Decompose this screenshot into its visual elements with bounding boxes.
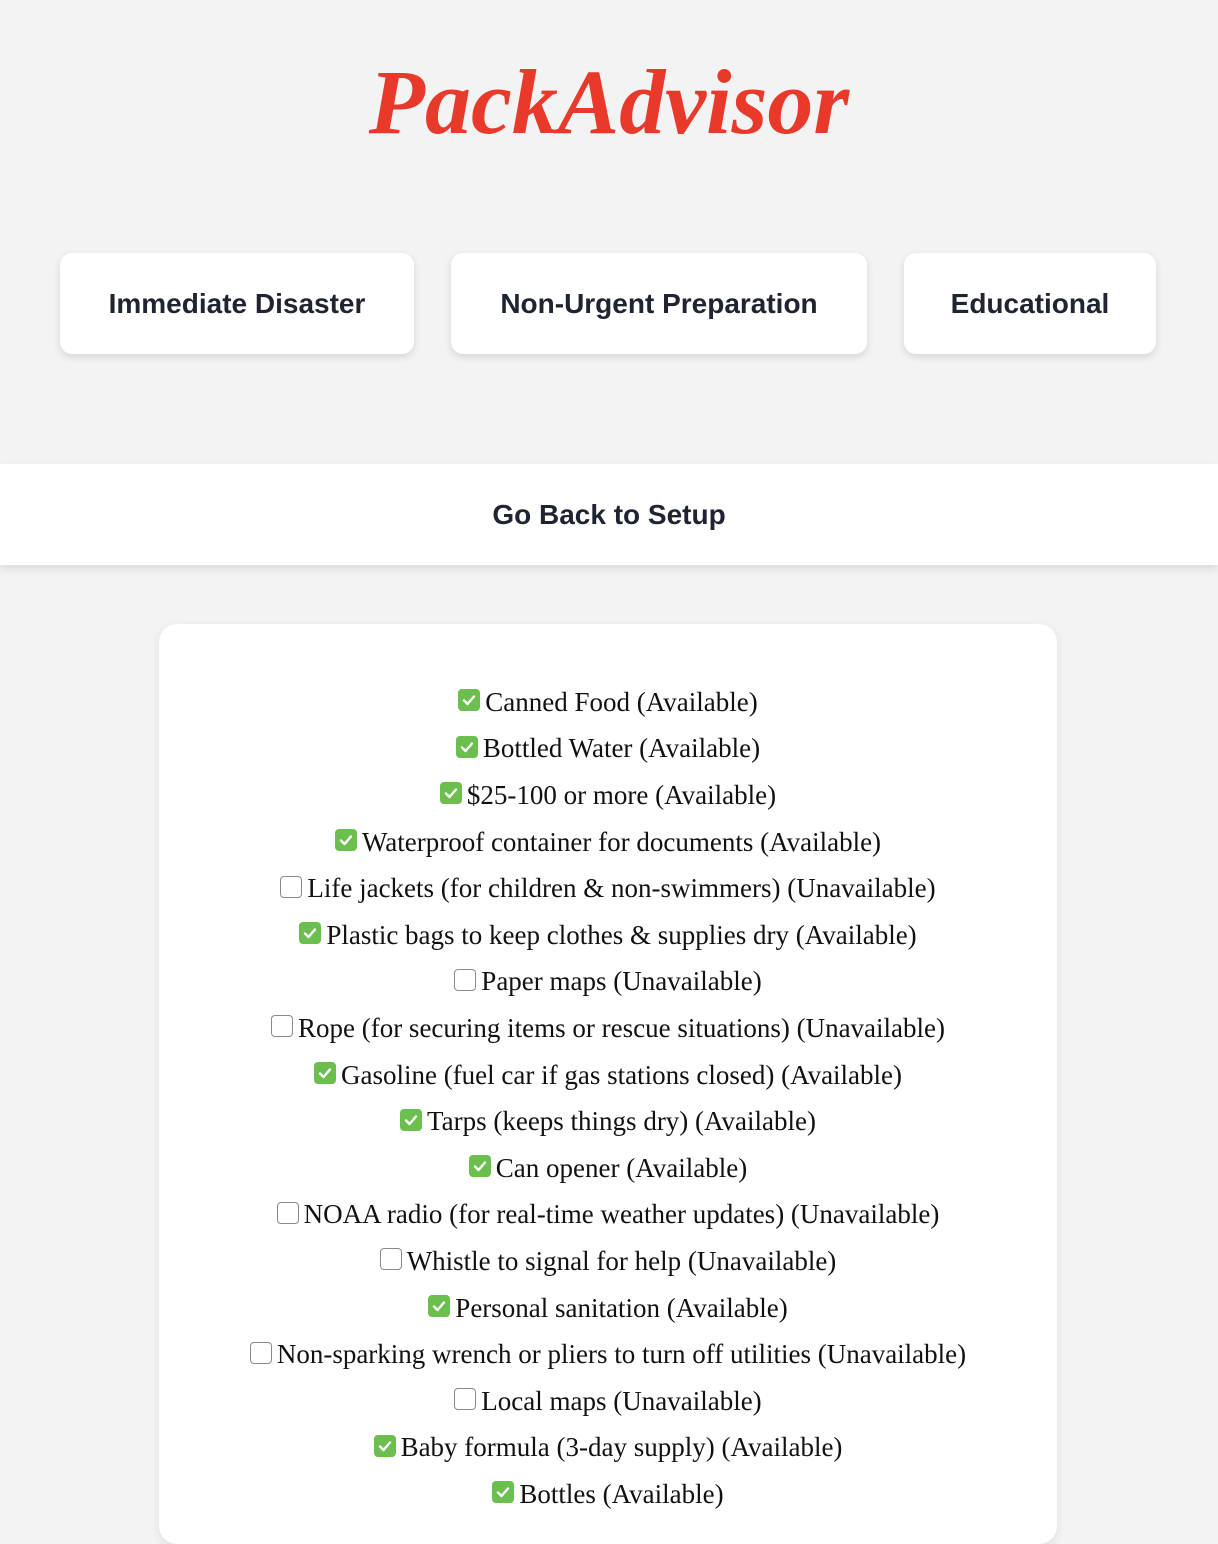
checklist-item-label: Bottles (Available) bbox=[519, 1478, 724, 1509]
checklist-item bbox=[159, 865, 1057, 912]
checklist-item-label: Waterproof container for documents (Available) bbox=[361, 826, 882, 857]
checklist-item bbox=[159, 1285, 1057, 1332]
checklist-item bbox=[159, 1471, 1057, 1518]
checklist-item bbox=[159, 1145, 1057, 1192]
checklist-item bbox=[159, 1098, 1057, 1145]
checklist-card bbox=[159, 624, 1057, 1544]
checked-checkbox[interactable] bbox=[469, 1155, 491, 1177]
unchecked-checkbox[interactable] bbox=[280, 876, 302, 898]
checklist-item-label: Whistle to signal for help (Unavailable) bbox=[406, 1245, 837, 1276]
checklist-item-label: Non-sparking wrench or pliers to turn off utilities (Unavailable) bbox=[276, 1339, 967, 1370]
checked-checkbox[interactable] bbox=[314, 1062, 336, 1084]
checklist bbox=[159, 679, 1057, 1518]
checklist-item bbox=[159, 1005, 1057, 1052]
checked-checkbox[interactable] bbox=[428, 1295, 450, 1317]
app-logo: PackAdvisor bbox=[368, 51, 850, 153]
checkmark-icon bbox=[472, 1158, 488, 1174]
checklist-item-label: Personal sanitation (Available) bbox=[455, 1292, 788, 1323]
checkmark-icon bbox=[302, 925, 318, 941]
checklist-item bbox=[159, 1192, 1057, 1239]
checklist-item bbox=[159, 726, 1057, 773]
checkmark-icon bbox=[377, 1438, 393, 1454]
checklist-item bbox=[159, 1052, 1057, 1099]
checklist-item-label: $25-100 or more (Available) bbox=[466, 779, 777, 810]
checked-checkbox[interactable] bbox=[458, 689, 480, 711]
checklist-item bbox=[159, 959, 1057, 1006]
checklist-item bbox=[159, 1425, 1057, 1472]
checked-checkbox[interactable] bbox=[400, 1109, 422, 1131]
go-back-to-setup-button[interactable]: Go Back to Setup bbox=[0, 464, 1218, 565]
checklist-item-label: Gasoline (fuel car if gas stations closed) (Available) bbox=[340, 1059, 903, 1090]
checkmark-icon bbox=[459, 739, 475, 755]
checklist-item-label: Life jackets (for children & non-swimmers) (Unavailable) bbox=[307, 873, 936, 904]
checklist-item-label: NOAA radio (for real-time weather updates) (Unavailable) bbox=[303, 1199, 940, 1230]
checked-checkbox[interactable] bbox=[335, 829, 357, 851]
checklist-item-label: Plastic bags to keep clothes & supplies dry (Available) bbox=[326, 919, 917, 950]
checklist-item bbox=[159, 772, 1057, 819]
checked-checkbox[interactable] bbox=[299, 922, 321, 944]
checkmark-icon bbox=[495, 1484, 511, 1500]
unchecked-checkbox[interactable] bbox=[250, 1342, 272, 1364]
checklist-item-label: Baby formula (3-day supply) (Available) bbox=[400, 1432, 843, 1463]
unchecked-checkbox[interactable] bbox=[454, 1388, 476, 1410]
checkmark-icon bbox=[443, 785, 459, 801]
checklist-item-label: Bottled Water (Available) bbox=[482, 733, 761, 764]
checklist-item bbox=[159, 1238, 1057, 1285]
checklist-item bbox=[159, 1331, 1057, 1378]
immediate-disaster-button[interactable]: Immediate Disaster bbox=[60, 253, 414, 354]
checklist-item bbox=[159, 912, 1057, 959]
checklist-item-label: Paper maps (Unavailable) bbox=[481, 966, 762, 997]
checked-checkbox[interactable] bbox=[374, 1435, 396, 1457]
checklist-item-label: Rope (for securing items or rescue situations) (Unavailable) bbox=[297, 1012, 946, 1043]
checked-checkbox[interactable] bbox=[440, 782, 462, 804]
checklist-item bbox=[159, 1378, 1057, 1425]
unchecked-checkbox[interactable] bbox=[271, 1015, 293, 1037]
checked-checkbox[interactable] bbox=[492, 1481, 514, 1503]
checkmark-icon bbox=[403, 1112, 419, 1128]
educational-button[interactable]: Educational bbox=[904, 253, 1156, 354]
checklist-item-label: Local maps (Unavailable) bbox=[481, 1385, 762, 1416]
unchecked-checkbox[interactable] bbox=[380, 1248, 402, 1270]
checkmark-icon bbox=[461, 692, 477, 708]
non-urgent-preparation-button[interactable]: Non-Urgent Preparation bbox=[451, 253, 867, 354]
checklist-item-label: Tarps (keeps things dry) (Available) bbox=[427, 1106, 816, 1137]
checked-checkbox[interactable] bbox=[456, 736, 478, 758]
checklist-item bbox=[159, 679, 1057, 726]
checklist-item-label: Canned Food (Available) bbox=[485, 686, 758, 717]
checkmark-icon bbox=[431, 1298, 447, 1314]
checkmark-icon bbox=[338, 832, 354, 848]
unchecked-checkbox[interactable] bbox=[454, 969, 476, 991]
unchecked-checkbox[interactable] bbox=[277, 1202, 299, 1224]
checkmark-icon bbox=[317, 1065, 333, 1081]
checklist-item-label: Can opener (Available) bbox=[495, 1152, 748, 1183]
checklist-item bbox=[159, 819, 1057, 866]
